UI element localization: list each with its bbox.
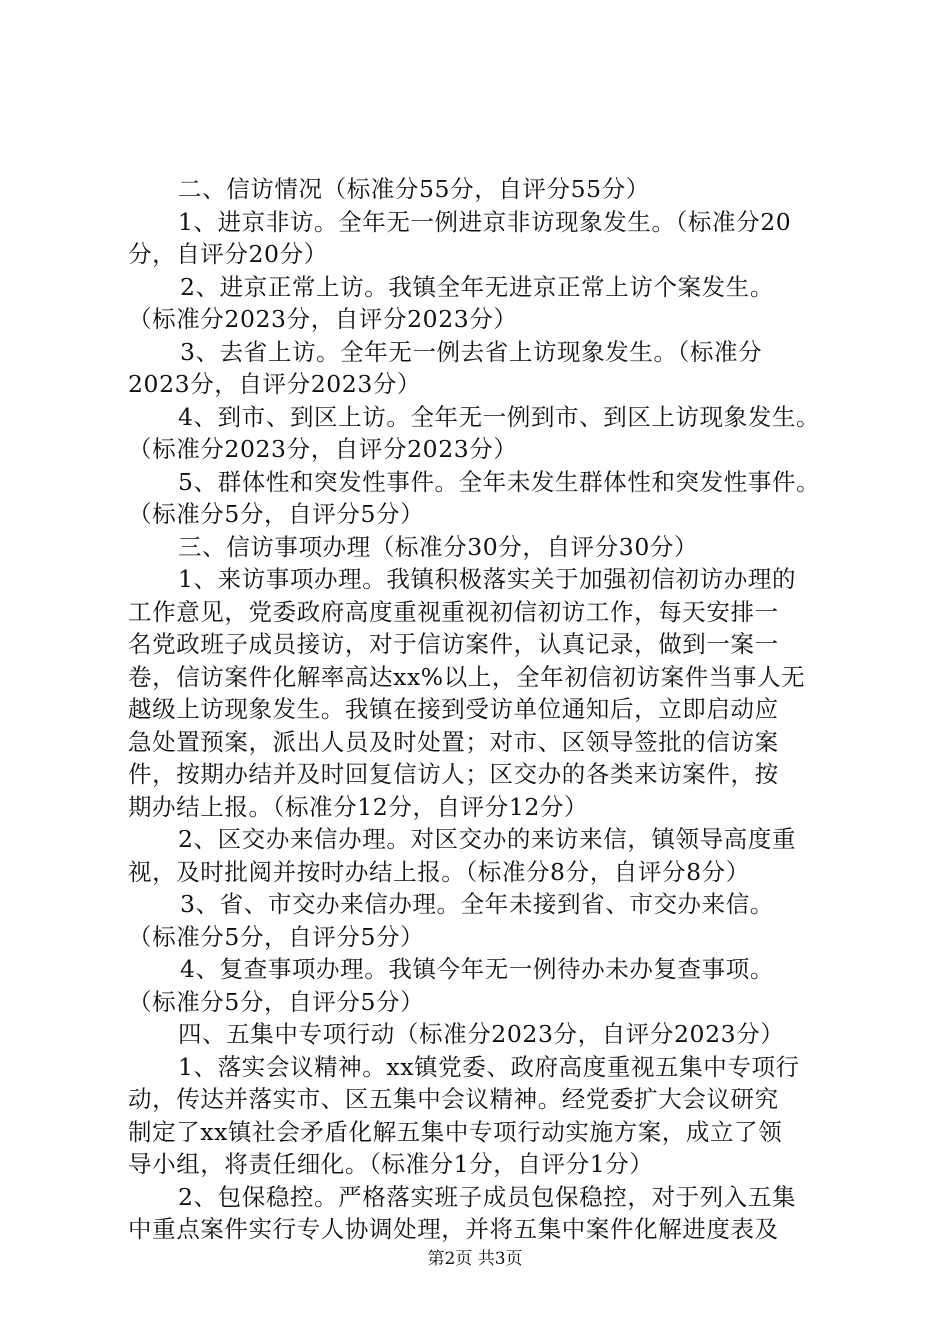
text-line: 1、进京非访。全年无一例进京非访现象发生。（标准分20 <box>178 208 792 236</box>
text-line: 工作意见，党委政府高度重视重视初信初访工作，每天安排一 <box>128 598 779 626</box>
text-line: 3、省、市交办来信办理。全年未接到省、市交办来信。 <box>180 890 774 918</box>
text-line: 件，按期办结并及时回复信访人；区交办的各类来访案件，按 <box>128 760 779 788</box>
text-line: 制定了xx镇社会矛盾化解五集中专项行动实施方案，成立了领 <box>128 1118 783 1146</box>
text-line: 名党政班子成员接访，对于信访案件，认真记录，做到一案一 <box>128 630 779 658</box>
text-line: 1、来访事项办理。我镇积极落实关于加强初信初访办理的 <box>178 565 797 593</box>
text-line: 二、信访情况（标准分55分，自评分55分） <box>178 175 650 203</box>
text-line: 2、区交办来信办理。对区交办的来访来信，镇领导高度重 <box>178 825 797 853</box>
text-line: 急处置预案，派出人员及时处置；对市、区领导签批的信访案 <box>128 728 779 756</box>
text-line: 2、包保稳控。严格落实班子成员包保稳控，对于列入五集 <box>178 1183 797 1211</box>
page-number-footer: 第2页 共3页 <box>427 1249 523 1269</box>
text-line: 四、五集中专项行动（标准分2023分，自评分2023分） <box>178 1020 785 1048</box>
text-line: （标准分5分，自评分5分） <box>128 500 425 528</box>
text-line: 期办结上报。（标准分12分，自评分12分） <box>128 793 589 821</box>
text-line: 动，传达并落实市、区五集中会议精神。经党委扩大会议研究 <box>128 1085 779 1113</box>
text-line: （标准分5分，自评分5分） <box>128 923 425 951</box>
text-line: （标准分2023分，自评分2023分） <box>128 305 518 333</box>
text-line: 三、信访事项办理（标准分30分，自评分30分） <box>178 533 699 561</box>
text-line: 4、复查事项办理。我镇今年无一例待办未办复查事项。 <box>180 955 774 983</box>
text-line: 视，及时批阅并按时办结上报。（标准分8分，自评分8分） <box>128 858 750 886</box>
text-line: 越级上访现象发生。我镇在接到受访单位通知后，立即启动应 <box>128 695 779 723</box>
text-line: 5、群体性和突发性事件。全年未发生群体性和突发性事件。 <box>178 468 821 496</box>
text-line: 导小组，将责任细化。（标准分1分，自评分1分） <box>128 1150 654 1178</box>
text-line: 2、进京正常上访。我镇全年无进京正常上访个案发生。 <box>180 273 774 301</box>
text-line: 2023分，自评分2023分） <box>128 370 422 398</box>
text-line: 中重点案件实行专人协调处理，并将五集中案件化解进度表及 <box>128 1215 779 1243</box>
text-line: （标准分5分，自评分5分） <box>128 988 425 1016</box>
text-line: 4、到市、到区上访。全年无一例到市、到区上访现象发生。 <box>178 403 821 431</box>
text-line: 卷，信访案件化解率高达xx%以上，全年初信初访案件当事人无 <box>128 663 806 691</box>
text-line: 分，自评分20分） <box>128 240 328 268</box>
text-line: （标准分2023分，自评分2023分） <box>128 435 518 463</box>
text-line: 1、落实会议精神。xx镇党委、政府高度重视五集中专项行 <box>178 1053 800 1081</box>
text-line: 3、去省上访。全年无一例去省上访现象发生。（标准分 <box>180 338 763 366</box>
